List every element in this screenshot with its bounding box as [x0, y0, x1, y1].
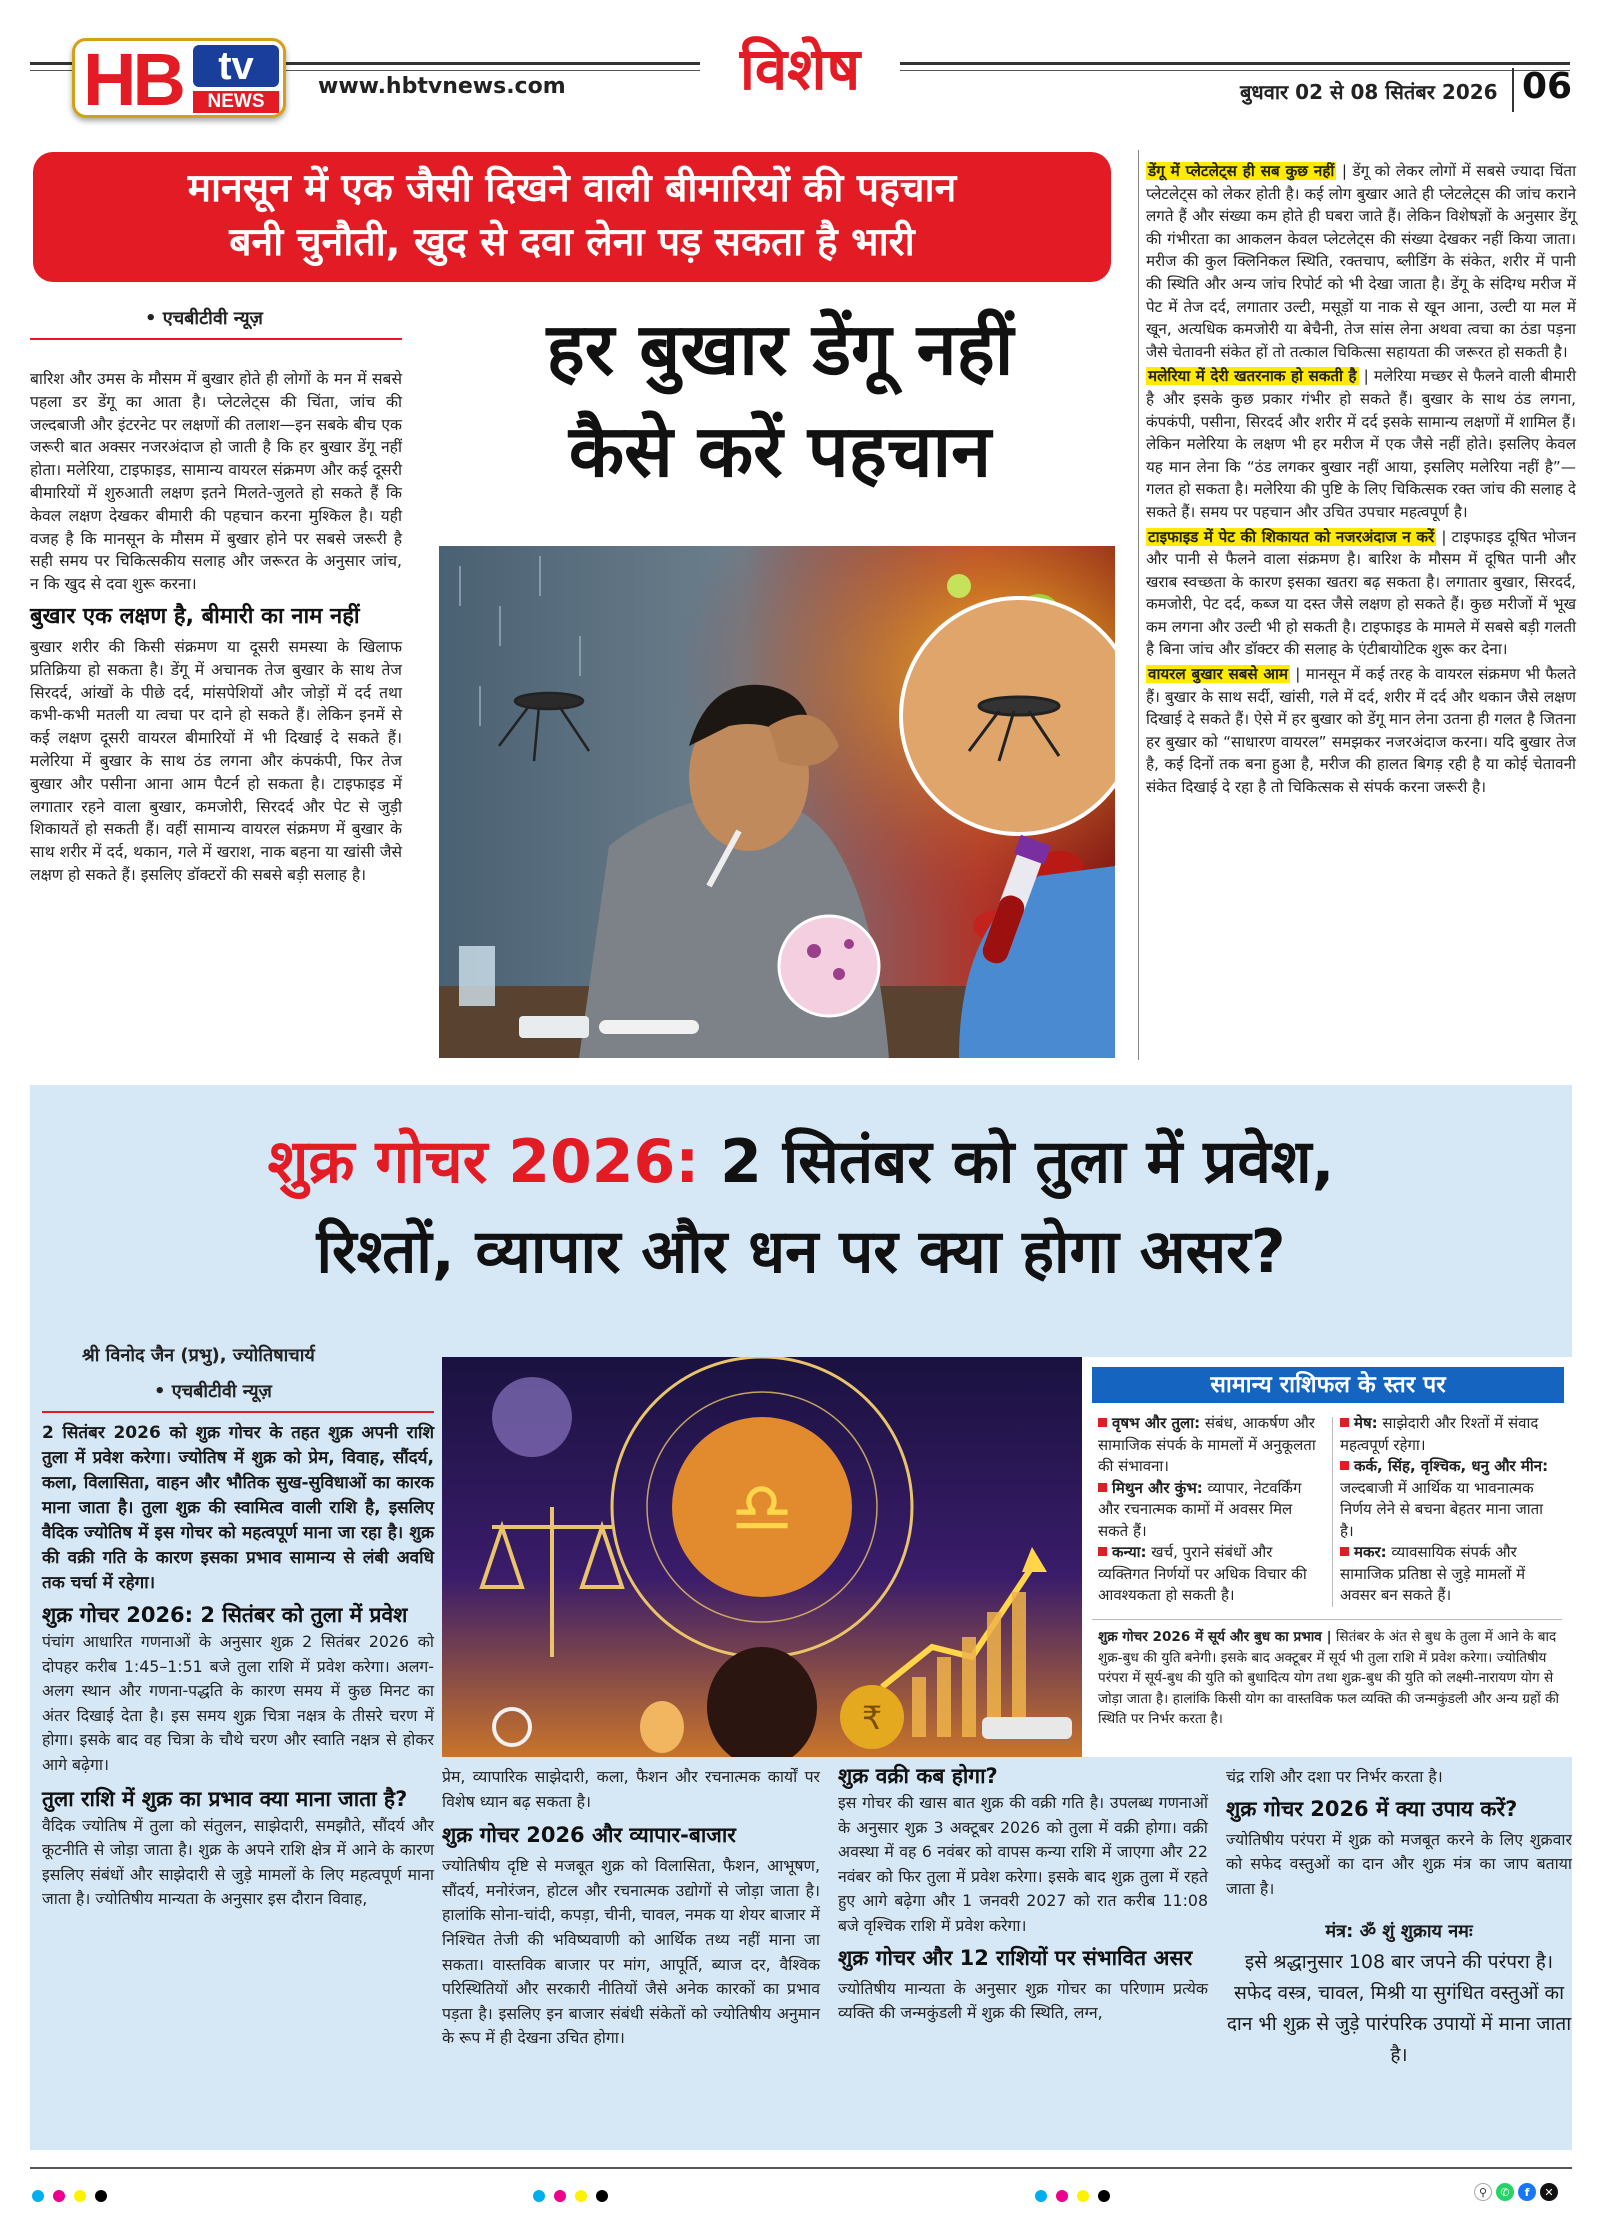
couple	[707, 1647, 817, 1757]
rashi-item-4-text: साझेदारी और रिश्तों में संवाद महत्वपूर्ण रहेगा।	[1340, 1414, 1539, 1454]
headline-line-1: हर बुखार डेंगू नहीं	[546, 307, 1014, 391]
bullet-icon	[1340, 1547, 1349, 1556]
story2-col-1	[42, 1421, 434, 1912]
water-glass	[459, 946, 495, 1006]
rashifal-list-right	[1340, 1413, 1560, 1607]
story2-body-4: इस गोचर की खास बात शुक्र की वक्री गति है। उपलब्ध गणनाओं के अनुसार शुक्र 3 अक्टूबर 2026 को तुला में वक्री होगा। वक्री अवस्था में वह 6 नवंबर को वापस कन्या राशि में जाएगा और 22 नवंबर को फिर तुला में प्रवेश करेगा। इसके बाद शुक्र तुला में रहते हुए आगे बढ़ेगा और 1 जनवरी 2027 को रात करीब 11:08 बजे वृश्चिक राशि में प्रवेश करेगा।	[838, 1793, 1208, 1935]
headline2-rest: 2 सितंबर को तुला में प्रवेश,	[699, 1127, 1335, 1197]
story2-col4-cont: चंद्र राशि और दशा पर निर्भर करता है।	[1226, 1767, 1443, 1786]
rashifal-footnote	[1098, 1627, 1562, 1730]
story1-intro: बारिश और उमस के मौसम में बुखार होते ही लोगों के मन में सबसे पहला डर डेंगू का आता है। प्लेटलेट्स की चिंता, जांच की जल्दबाजी और इंटरनेट पर लक्षणों की तलाश—इन सबके बीच एक जरूरी बात अक्सर नजरअंदाज हो जाती है कि हर बुखार डेंगू नहीं होता। मलेरिया, टाइफाइड, सामान्य वायरल संक्रमण और कई दूसरी बीमारियों में शुरुआती लक्षण इतने मिलते-जुलते हो सकते हैं कि केवल लक्षण देखकर बीमारी की पहचान करना मुश्किल है। यही वजह है कि मानसून के मौसम में बुखार होने पर सबसे जरूरी है सही समय पर चिकित्सकीय सलाह और जरूरत के अनुसार जांच, न कि खुद से दवा शुरू करना।	[30, 370, 402, 594]
rashifal-list-left	[1098, 1413, 1326, 1607]
right-text-2: मलेरिया मच्छर से फैलने वाली बीमारी है और इसके कुछ प्रकार गंभीर हो सकते हैं। बुखार के साथ ठंड लगना, कंपकंपी, पसीना, सिरदर्द और शरीर में दर्द इसके सामान्य लक्षणों में शामिल हैं। लेकिन मलेरिया के लक्षण भी हर मरीज में एक जैसे नहीं होते। इसलिए केवल यह मान लेना कि “ठंड लगकर बुखार नहीं आया, इसलिए मलेरिया नहीं है”—गलत हो सकता है। मलेरिया की पुष्टि के लिए चिकित्सक रक्त जांच की सलाह दे सकते हैं। समय पर पहचान और उचित उपचार महत्वपूर्ण है।	[1146, 367, 1576, 521]
registration-dots-center	[533, 2187, 617, 2206]
svg-text:₹: ₹	[861, 1699, 883, 1737]
story2-col-3	[838, 1761, 1208, 2026]
headline-line-2: कैसे करें पहचान	[568, 409, 992, 493]
story2-sub-3: शुक्र गोचर 2026 और व्यापार-बाजार	[442, 1823, 736, 1848]
galaxy	[492, 1377, 572, 1457]
story2-author: श्री विनोद जैन (प्रभु), ज्योतिषाचार्य	[82, 1345, 315, 1366]
story1-right-column	[1146, 160, 1576, 799]
yacht	[982, 1717, 1072, 1739]
story2-body-3: ज्योतिषीय दृष्टि से मजबूत शुक्र को विलासिता, फैशन, आभूषण, सौंदर्य, मनोरंजन, होटल और रचनात्मक उद्योगों से जोड़ा जाता है। हालांकि सोना-चांदी, कपड़ा, चीनी, चावल, नमक या शेयर बाजार में निश्चित तेजी की भविष्यवाणी को आर्थिक तथ्य नहीं माना जा सकता। वास्तविक बाजार पर मांग, आपूर्ति, ब्याज दर, वैश्विक परिस्थितियों और सरकारी नीतियों जैसे अनेक कारकों का प्रभाव पड़ता है। इसलिए इन बाजार संबंधी संकेतों को ज्योतिषीय अनुमान के रूप में ही देखना उचित होगा।	[442, 1856, 820, 2048]
logo[interactable]	[72, 38, 286, 118]
story2-panel	[30, 1085, 1572, 2150]
logo-hb: HB	[83, 38, 182, 118]
rashi-item-3-text: खर्च, पुराने संबंधों और व्यक्तिगत निर्णयों पर अधिक विचार की आवश्यकता हो सकती है।	[1098, 1543, 1307, 1604]
story2-byline: • एचबीटीवी न्यूज़	[154, 1381, 272, 1402]
byline-rule	[30, 338, 402, 340]
right-head-3: टाइफाइड में पेट की शिकायत को नजरअंदाज न करें	[1148, 527, 1435, 546]
story1-byline: • एचबीटीवी न्यूज़	[145, 308, 263, 329]
mantra-body: इसे श्रद्धानुसार 108 बार जपने की परंपरा है। सफेद वस्त्र, चावल, मिश्री या सुगंधित वस्तुओं का दान भी शुक्र से जुड़े पारंपरिक उपायों में माना जाता है।	[1226, 1951, 1572, 2067]
tablets	[519, 1016, 589, 1038]
right-para-3: टाइफाइड में पेट की शिकायत को नजरअंदाज न करें | टाइफाइड दूषित भोजन और पानी से फैलने वाला संक्रमण है। बारिश के मौसम में दूषित पानी और खराब स्वच्छता के कारण इसका खतरा बढ़ सकता है। लगातार बुखार, सिरदर्द, कमजोरी, पेट दर्द, कब्ज या दस्त जैसे लक्षण हो सकते हैं। कुछ मरीजों में भूख कम लगना और उल्टी भी हो सकती है। टाइफाइड के मामले में सबसे बड़ी गलती है बिना जांच और डॉक्टर की सलाह के एंटीबायोटिक शुरू कर देना।	[1146, 527, 1577, 659]
rashi-item-4	[1340, 1413, 1560, 1456]
rashi-item-6-head: मकर:	[1354, 1543, 1387, 1561]
digital-thermometer	[599, 1020, 699, 1034]
registration-dots-left	[32, 2187, 116, 2206]
perfume-bottle	[640, 1701, 684, 1753]
rashi-item-3	[1098, 1542, 1326, 1607]
story2-body-1: पंचांग आधारित गणनाओं के अनुसार शुक्र 2 सितंबर 2026 को दोपहर करीब 1:45–1:51 बजे तुला राशि में प्रवेश करेगा। अलग-अलग स्थान और गणना-पद्धति के कारण समय में कुछ मिनट का अंतर दिखाई देता है। इस समय शुक्र चित्रा नक्षत्र के तीसरे चरण में होगा। इसके बाद वह चित्रा के चौथे चरण और स्वाति नक्षत्र से होकर आगे बढ़ेगा।	[42, 1632, 434, 1774]
bullet-icon	[1098, 1418, 1107, 1427]
microscope-slide	[779, 916, 879, 1016]
rashi-item-1-head: वृषभ और तुला:	[1112, 1414, 1201, 1432]
story2-sub-5: शुक्र गोचर और 12 राशियों पर संभावित असर	[838, 1945, 1193, 1970]
right-text-1: डेंगू को लेकर लोगों में सबसे ज्यादा चिंता प्लेटलेट्स को लेकर होती है। कई लोग बुखार आते ही प्लेटलेट्स की जांच कराने लगते हैं और संख्या कम होते ही घबरा जाते हैं। लेकिन विशेषज्ञों के अनुसार डेंगू की गंभीरता का आकलन केवल प्लेटलेट्स की संख्या देखकर नहीं किया जाता। मरीज की कुल क्लिनिकल स्थिति, रक्तचाप, ब्लीडिंग के संकेत, शरीर में पानी की स्थिति और अन्य जांच रिपोर्ट को भी देखा जाता है। डेंगू के संदिग्ध मरीज में पेट में तेज दर्द, लगातार उल्टी, मसूड़ों या नाक से खून आना, उल्टी या मल में खून, अत्यधिक कमजोरी या बेचैनी, तेज सांस लेना अथवा त्वचा का ठंडा पड़ना जैसे चेतावनी संकेत हों तो तत्काल चिकित्सा सहायता की जरूरत हो सकती है।	[1146, 162, 1577, 361]
page-divider	[1512, 68, 1514, 112]
headline2-line-2: रिश्तों, व्यापार और धन पर क्या होगा असर?	[316, 1217, 1286, 1287]
mantra-title: मंत्र: ॐ शुं शुक्राय नमः	[1325, 1921, 1473, 1943]
right-head-2: मलेरिया में देरी खतरनाक हो सकती है	[1148, 367, 1357, 386]
facebook-icon[interactable]: f	[1518, 2183, 1536, 2201]
search-icon[interactable]: ⚲	[1474, 2183, 1492, 2201]
issue-date: बुधवार 02 से 08 सितंबर 2026	[1240, 80, 1498, 104]
rashi-item-2-head: मिथुन और कुंभ:	[1112, 1478, 1203, 1497]
rashifal-box	[1082, 1357, 1572, 1757]
rashi-item-5	[1340, 1456, 1560, 1542]
libra-symbol: ♎	[730, 1467, 794, 1549]
story2-col-4	[1226, 1765, 1572, 2071]
rashi-item-3-head: कन्या:	[1112, 1543, 1147, 1561]
registration-dots-right	[1035, 2187, 1119, 2206]
section-title: विशेष	[700, 30, 900, 108]
rashi-item-6-text: व्यावसायिक संपर्क और सामाजिक प्रतिष्ठा से जुड़े मामलों में अवसर बन सकते हैं।	[1340, 1543, 1526, 1604]
rashifal-divider	[1332, 1417, 1333, 1607]
logo-news: NEWS	[193, 91, 279, 113]
rashifal-title: सामान्य राशिफल के स्तर पर	[1092, 1367, 1564, 1403]
right-para-2: मलेरिया में देरी खतरनाक हो सकती है | मलेरिया मच्छर से फैलने वाली बीमारी है और इसके कुछ प्रकार गंभीर हो सकते हैं। बुखार के साथ ठंड लगना, कंपकंपी, पसीना, सिरदर्द और शरीर में दर्द इसके सामान्य लक्षणों में शामिल हैं। लेकिन मलेरिया के लक्षण भी हर मरीज में एक जैसे नहीं होते। इसलिए केवल यह मान लेना कि “ठंड लगकर बुखार नहीं आया, इसलिए मलेरिया नहीं है”—गलत हो सकता है। मलेरिया की पुष्टि के लिए चिकित्सक रक्त जांच की सलाह दे सकते हैं। समय पर पहचान और उचित उपचार महत्वपूर्ण है।	[1146, 367, 1576, 521]
rashi-item-5-text: जल्दबाजी में आर्थिक या भावनात्मक निर्णय लेने से बचना बेहतर माना जाता है।	[1340, 1478, 1544, 1540]
right-head-1: डेंगू में प्लेटलेट्स ही सब कुछ नहीं	[1148, 162, 1335, 180]
story1-subhead-1: बुखार एक लक्षण है, बीमारी का नाम नहीं	[30, 603, 360, 629]
social-icons	[1470, 2183, 1558, 2201]
fever-illustration	[439, 546, 1115, 1058]
story2-col-2	[442, 1765, 820, 2051]
fever-illustration-art	[439, 546, 1115, 1058]
venus-illustration	[442, 1357, 1082, 1757]
story1-left-column	[30, 368, 402, 887]
rashi-item-2	[1098, 1478, 1326, 1543]
rashi-item-1-text: संबंध, आकर्षण और सामाजिक संपर्क के मामलों में अनुकूलता की संभावना।	[1098, 1414, 1316, 1475]
rashifal-rule	[1092, 1619, 1562, 1620]
rashi-item-6	[1340, 1542, 1560, 1607]
bullet-icon	[1340, 1461, 1349, 1470]
website-link[interactable]: www.hbtvnews.com	[318, 74, 566, 99]
right-text-3: टाइफाइड दूषित भोजन और पानी से फैलने वाला संक्रमण है। बारिश के मौसम में दूषित पानी और खराब स्वच्छता के कारण इसका खतरा बढ़ सकता है। लगातार बुखार, सिरदर्द, कमजोरी, पेट दर्द, कब्ज या दस्त जैसे लक्षण हो सकते हैं। कुछ मरीजों में भूख कम लगना और उल्टी भी हो सकती है। टाइफाइड के मामले में सबसे बड़ी गलती है बिना जांच और डॉक्टर की सलाह के एंटीबायोटिक शुरू कर देना।	[1146, 527, 1577, 659]
rashi-item-2-text: व्यापार, नेटवर्किंग और रचनात्मक कामों में अवसर मिल सकते हैं।	[1098, 1478, 1302, 1540]
page-number: 06	[1522, 66, 1573, 107]
kicker-line-2: बनी चुनौती, खुद से दवा लेना पड़ सकता है भारी	[229, 220, 915, 265]
story2-headline	[30, 1117, 1572, 1297]
balance-scale-icon	[482, 1507, 622, 1657]
story1-body-1: बुखार शरीर की किसी संक्रमण या दूसरी समस्या के खिलाफ प्रतिक्रिया हो सकता है। डेंगू में अचानक तेज बुखार के साथ तेज सिरदर्द, आंखों के पीछे दर्द, मांसपेशियों और जोड़ों में दर्द तथा कभी-कभी मतली या त्वचा पर दाने हो सकते हैं। लेकिन इनमें से कई लक्षण दूसरी वायरल बीमारियों में भी दिखाई दे सकते हैं। मलेरिया में बुखार के साथ ठंड लगना और कंपकंपी, फिर तेज बुखार और पसीना आना आम पैटर्न हो सकता है। टाइफाइड में लगातार रहने वाला बुखार, कमजोरी, सिरदर्द और पेट से जुड़ी शिकायतें हो सकती हैं। वहीं सामान्य वायरल संक्रमण में बुखार के साथ शरीर में दर्द, थकान, गले में खराश, नाक बहना या खांसी जैसे लक्षण हो सकते हैं। इसलिए डॉक्टरों की सबसे बड़ी सलाह है।	[30, 637, 402, 884]
story1-column-rule-left	[1138, 150, 1139, 1060]
story2-sub-1: शुक्र गोचर 2026: 2 सितंबर को तुला में प्रवेश	[42, 1603, 408, 1627]
story2-body-2: वैदिक ज्योतिष में तुला को संतुलन, साझेदारी, समझौते, सौंदर्य और कूटनीति से जोड़ा जाता है। शुक्र के अपने राशि क्षेत्र में आने के कारण इसलिए संबंधों और साझेदारी से जुड़े मामलों के लिए महत्वपूर्ण माना जाता है। ज्योतिषीय मान्यता के अनुसार इस दौरान विवाह,	[42, 1815, 434, 1909]
right-text-4: मानसून में कई तरह के वायरल संक्रमण भी फैलते हैं। बुखार के साथ सर्दी, खांसी, गले में दर्द, शरीर में दर्द और थकान जैसे लक्षण दिखाई दे सकते हैं। ऐसे में हर बुखार को डेंगू मान लेना उतना ही गलत है जितना हर बुखार को “साधारण वायरल” समझकर नजरअंदाज करना। यदि बुखार तेज है, कई दिनों तक बना हुआ है, मरीज की हालत बिगड़ रही है या कोई चेतावनी संकेत दिखाई दे रहा है तो चिकित्सक से संपर्क करना जरूरी है।	[1146, 665, 1576, 797]
footer-rule	[30, 2167, 1572, 2169]
story2-body-5: ज्योतिषीय मान्यता के अनुसार शुक्र गोचर का परिणाम प्रत्येक व्यक्ति की जन्मकुंडली में शुक्र की स्थिति, लग्न,	[838, 1978, 1208, 2023]
venus-illustration-art	[442, 1357, 1082, 1757]
right-para-1: डेंगू में प्लेटलेट्स ही सब कुछ नहीं | डेंगू को लेकर लोगों में सबसे ज्यादा चिंता प्लेटलेट्स को लेकर होती है। कई लोग बुखार आते ही प्लेटलेट्स की जांच कराने लगते हैं और संख्या कम होते ही घबरा जाते हैं। लेकिन विशेषज्ञों के अनुसार डेंगू की गंभीरता का आकलन केवल प्लेटलेट्स की संख्या देखकर नहीं किया जाता। मरीज की कुल क्लिनिकल स्थिति, रक्तचाप, ब्लीडिंग के संकेत, शरीर में पानी की स्थिति और अन्य जांच रिपोर्ट को भी देखा जाता है। डेंगू के संदिग्ध मरीज में पेट में तेज दर्द, लगातार उल्टी, मसूड़ों या नाक से खून आना, उल्टी या मल में खून, अत्यधिक कमजोरी या बेचैनी, तेज सांस लेना अथवा त्वचा का ठंडा पड़ना जैसे चेतावनी संकेत हों तो तत्काल चिकित्सा सहायता की जरूरत हो सकती है।	[1146, 162, 1577, 361]
masthead	[0, 0, 1600, 130]
rashifal-foot-text: सितंबर के अंत से बुध के तुला में आने के बाद शुक्र-बुध की युति बनेगी। इसके बाद अक्टूबर में सूर्य भी तुला राशि में प्रवेश करेगा। ज्योतिषीय परंपरा में सूर्य-बुध की युति को बुधादित्य योग तथा शुक्र-बुध की युति को लक्ष्मी-नारायण योग से जोड़ा जाता है। हालांकि किसी योग का वास्तविक फल व्यक्ति की जन्मकुंडली और अन्य ग्रहों की स्थिति पर निर्भर करता है।	[1098, 1629, 1560, 1727]
kicker-line-1: मानसून में एक जैसी दिखने वाली बीमारियों की पहचान	[187, 166, 957, 211]
story1-kicker	[33, 152, 1111, 282]
growth-arrow	[882, 1567, 1032, 1687]
story1-headline	[420, 298, 1140, 502]
rashifal-foot-head: शुक्र गोचर 2026 में सूर्य और बुध का प्रभाव |	[1098, 1629, 1332, 1645]
story2-sub-6: शुक्र गोचर 2026 में क्या उपाय करें?	[1226, 1796, 1518, 1821]
logo-tv: tv	[193, 45, 279, 87]
footer	[0, 2165, 1600, 2215]
bullet-icon	[1098, 1547, 1107, 1556]
story2-intro: 2 सितंबर 2026 को शुक्र गोचर के तहत शुक्र अपनी राशि तुला में प्रवेश करेगा। ज्योतिष में शुक्र को प्रेम, विवाह, सौंदर्य, कला, विलासिता, वाहन और भौतिक सुख-सुविधाओं का कारक माना जाता है। तुला शुक्र की स्वामित्व वाली राशि है, इसलिए वैदिक ज्योतिष में इस गोचर को महत्वपूर्ण माना जा रहा है। शुक्र की वक्री गति के कारण इसका प्रभाव सामान्य से लंबी अवधि तक चर्चा में रहेगा।	[42, 1423, 434, 1593]
right-para-4: वायरल बुखार सबसे आम | मानसून में कई तरह के वायरल संक्रमण भी फैलते हैं। बुखार के साथ सर्दी, खांसी, गले में दर्द, शरीर में दर्द और थकान जैसे लक्षण दिखाई दे सकते हैं। ऐसे में हर बुखार को डेंगू मान लेना उतना ही गलत है जितना हर बुखार को “साधारण वायरल” समझकर नजरअंदाज करना। यदि बुखार तेज है, कई दिनों तक बना हुआ है, मरीज की हालत बिगड़ रही है या कोई चेतावनी संकेत दिखाई दे रहा है तो चिकित्सक से संपर्क करना जरूरी है।	[1146, 665, 1576, 797]
rashi-item-5-head: कर्क, सिंह, वृश्चिक, धनु और मीन:	[1354, 1457, 1549, 1475]
story2-col2-cont: प्रेम, व्यापारिक साझेदारी, कला, फैशन और रचनात्मक कार्यों पर विशेष ध्यान बढ़ सकता है।	[442, 1767, 820, 1811]
bar-columns	[912, 1592, 1026, 1737]
bullet-icon	[1340, 1418, 1349, 1427]
rashi-item-1	[1098, 1413, 1326, 1478]
story2-body-6: ज्योतिषीय परंपरा में शुक्र को मजबूत करने के लिए शुक्रवार को सफेद वस्तुओं का दान और शुक्र मंत्र का जाप बताया जाता है।	[1226, 1829, 1572, 1898]
headline2-red: शुक्र गोचर 2026:	[267, 1127, 700, 1197]
rashi-item-4-head: मेष:	[1354, 1414, 1378, 1432]
right-head-4: वायरल बुखार सबसे आम	[1148, 665, 1289, 684]
story2-sub-4: शुक्र वक्री कब होगा?	[838, 1764, 998, 1788]
story2-byline-rule	[42, 1411, 434, 1413]
headline2-line-1	[30, 1117, 1572, 1207]
bullet-icon	[1098, 1483, 1107, 1492]
x-icon[interactable]: ✕	[1540, 2183, 1558, 2201]
diamond-ring	[494, 1709, 530, 1745]
whatsapp-icon[interactable]: ✆	[1496, 2183, 1514, 2201]
story2-sub-2: तुला राशि में शुक्र का प्रभाव क्या माना जाता है?	[42, 1786, 408, 1811]
